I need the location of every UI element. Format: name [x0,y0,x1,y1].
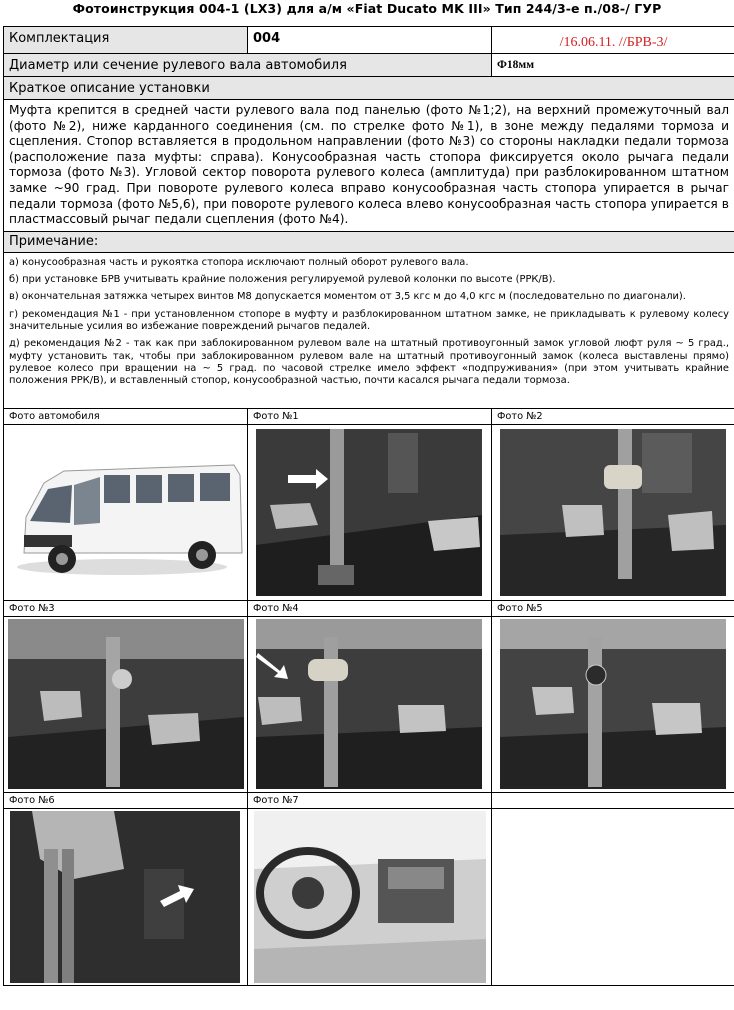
notes-list [4,252,734,408]
photo-6 [4,808,248,985]
note-item: в) окончательная затяжка четырех винтов М8 допускается моментом от 3,5 кгс м до 4,0 кгс м (последовательно по диагонали). [9,291,686,303]
photo-label: Фото №5 [492,600,734,616]
notes-header: Примечание: [4,231,734,252]
photo-7 [248,808,492,985]
photo-label: Фото №2 [492,408,734,424]
photo-label: Фото №3 [4,600,248,616]
note-item: б) при установке БРВ учитывать крайние положения регулируемой рулевой колонки по высоте (РРК/В). [9,274,556,286]
instruction-table [3,26,734,986]
note-item: а) конусообразная часть и рукоятка стопора исключают полный оборот рулевого вала. [9,256,469,268]
photo-empty [492,808,734,985]
photo-vehicle [4,424,248,600]
photo-label: Фото №1 [248,408,492,424]
photo-2 [492,424,734,600]
photo-label: Фото №6 [4,792,248,808]
photo-5 [492,616,734,792]
photo-label: Фото №4 [248,600,492,616]
kit-label: Комплектация [4,27,248,54]
kit-date: /16.06.11. //БРВ-3/ [559,35,668,50]
shaft-label: Диаметр или сечение рулевого вала автомобиля [4,54,492,77]
photo-1 [248,424,492,600]
photo-label [492,792,734,808]
install-text: Муфта крепится в средней части рулевого вала под панелью (фото №1;2), на верхний промежуточный вал (фото №2), ниже карданного соединения (см. по стрелке фото №1), в зоне между педалями тормоза и сцепления. Стопор вставляется в продольном направлении (фото №3) со стороны накладки педали тормоза (расположение паза муфты: справа). Конусообразная часть стопора фиксируется около рычага педали тормоза (фото №3). Угловой сектор поворота рулевого колеса (амплитуда) при разблокированном штатном замке ~90 град. При повороте рулевого колеса вправо конусообразная часть стопора упирается в рычаг педали тормоза (фото №5,6), при повороте рулевого колеса влево конусообразная часть стопора упирается в пластмассовый рычаг педали сцепления (фото №4). [4,100,734,232]
kit-value: 004 [248,27,492,54]
shaft-value: Ф18мм [492,54,734,77]
photo-label: Фото автомобиля [4,408,248,424]
note-item: д) рекомендация №2 - так как при заблокированном рулевом вале на штатный противоугонный замок угловой люфт руля ~ 5 град., муфту установить так, чтобы при заблокированном рулевом вале на штатный противоугонный замок (колеса выставлены прямо) рулевое колесо при вращении на ~ 5 град. по часовой стрелке имело эффект «подпруживания» (при этом учитывать крайние положения РРК/В), и вставленный стопор, конусообразной частью, почти касался рычага педали тормоза. [9,338,729,387]
note-item: г) рекомендация №1 - при установленном стопоре в муфту и разблокированном штатном замке, не прикладывать к рулевому колесу значительные усилия во избежание повреждений рычагов педалей. [9,308,729,332]
install-header: Краткое описание установки [4,77,734,100]
photo-3 [4,616,248,792]
photo-4 [248,616,492,792]
photo-label: Фото №7 [248,792,492,808]
document-title: Фотоинструкция 004-1 (LX3) для а/м «Fiat Ducato MK III» Тип 244/3-е п./08-/ ГУР [72,1,662,16]
